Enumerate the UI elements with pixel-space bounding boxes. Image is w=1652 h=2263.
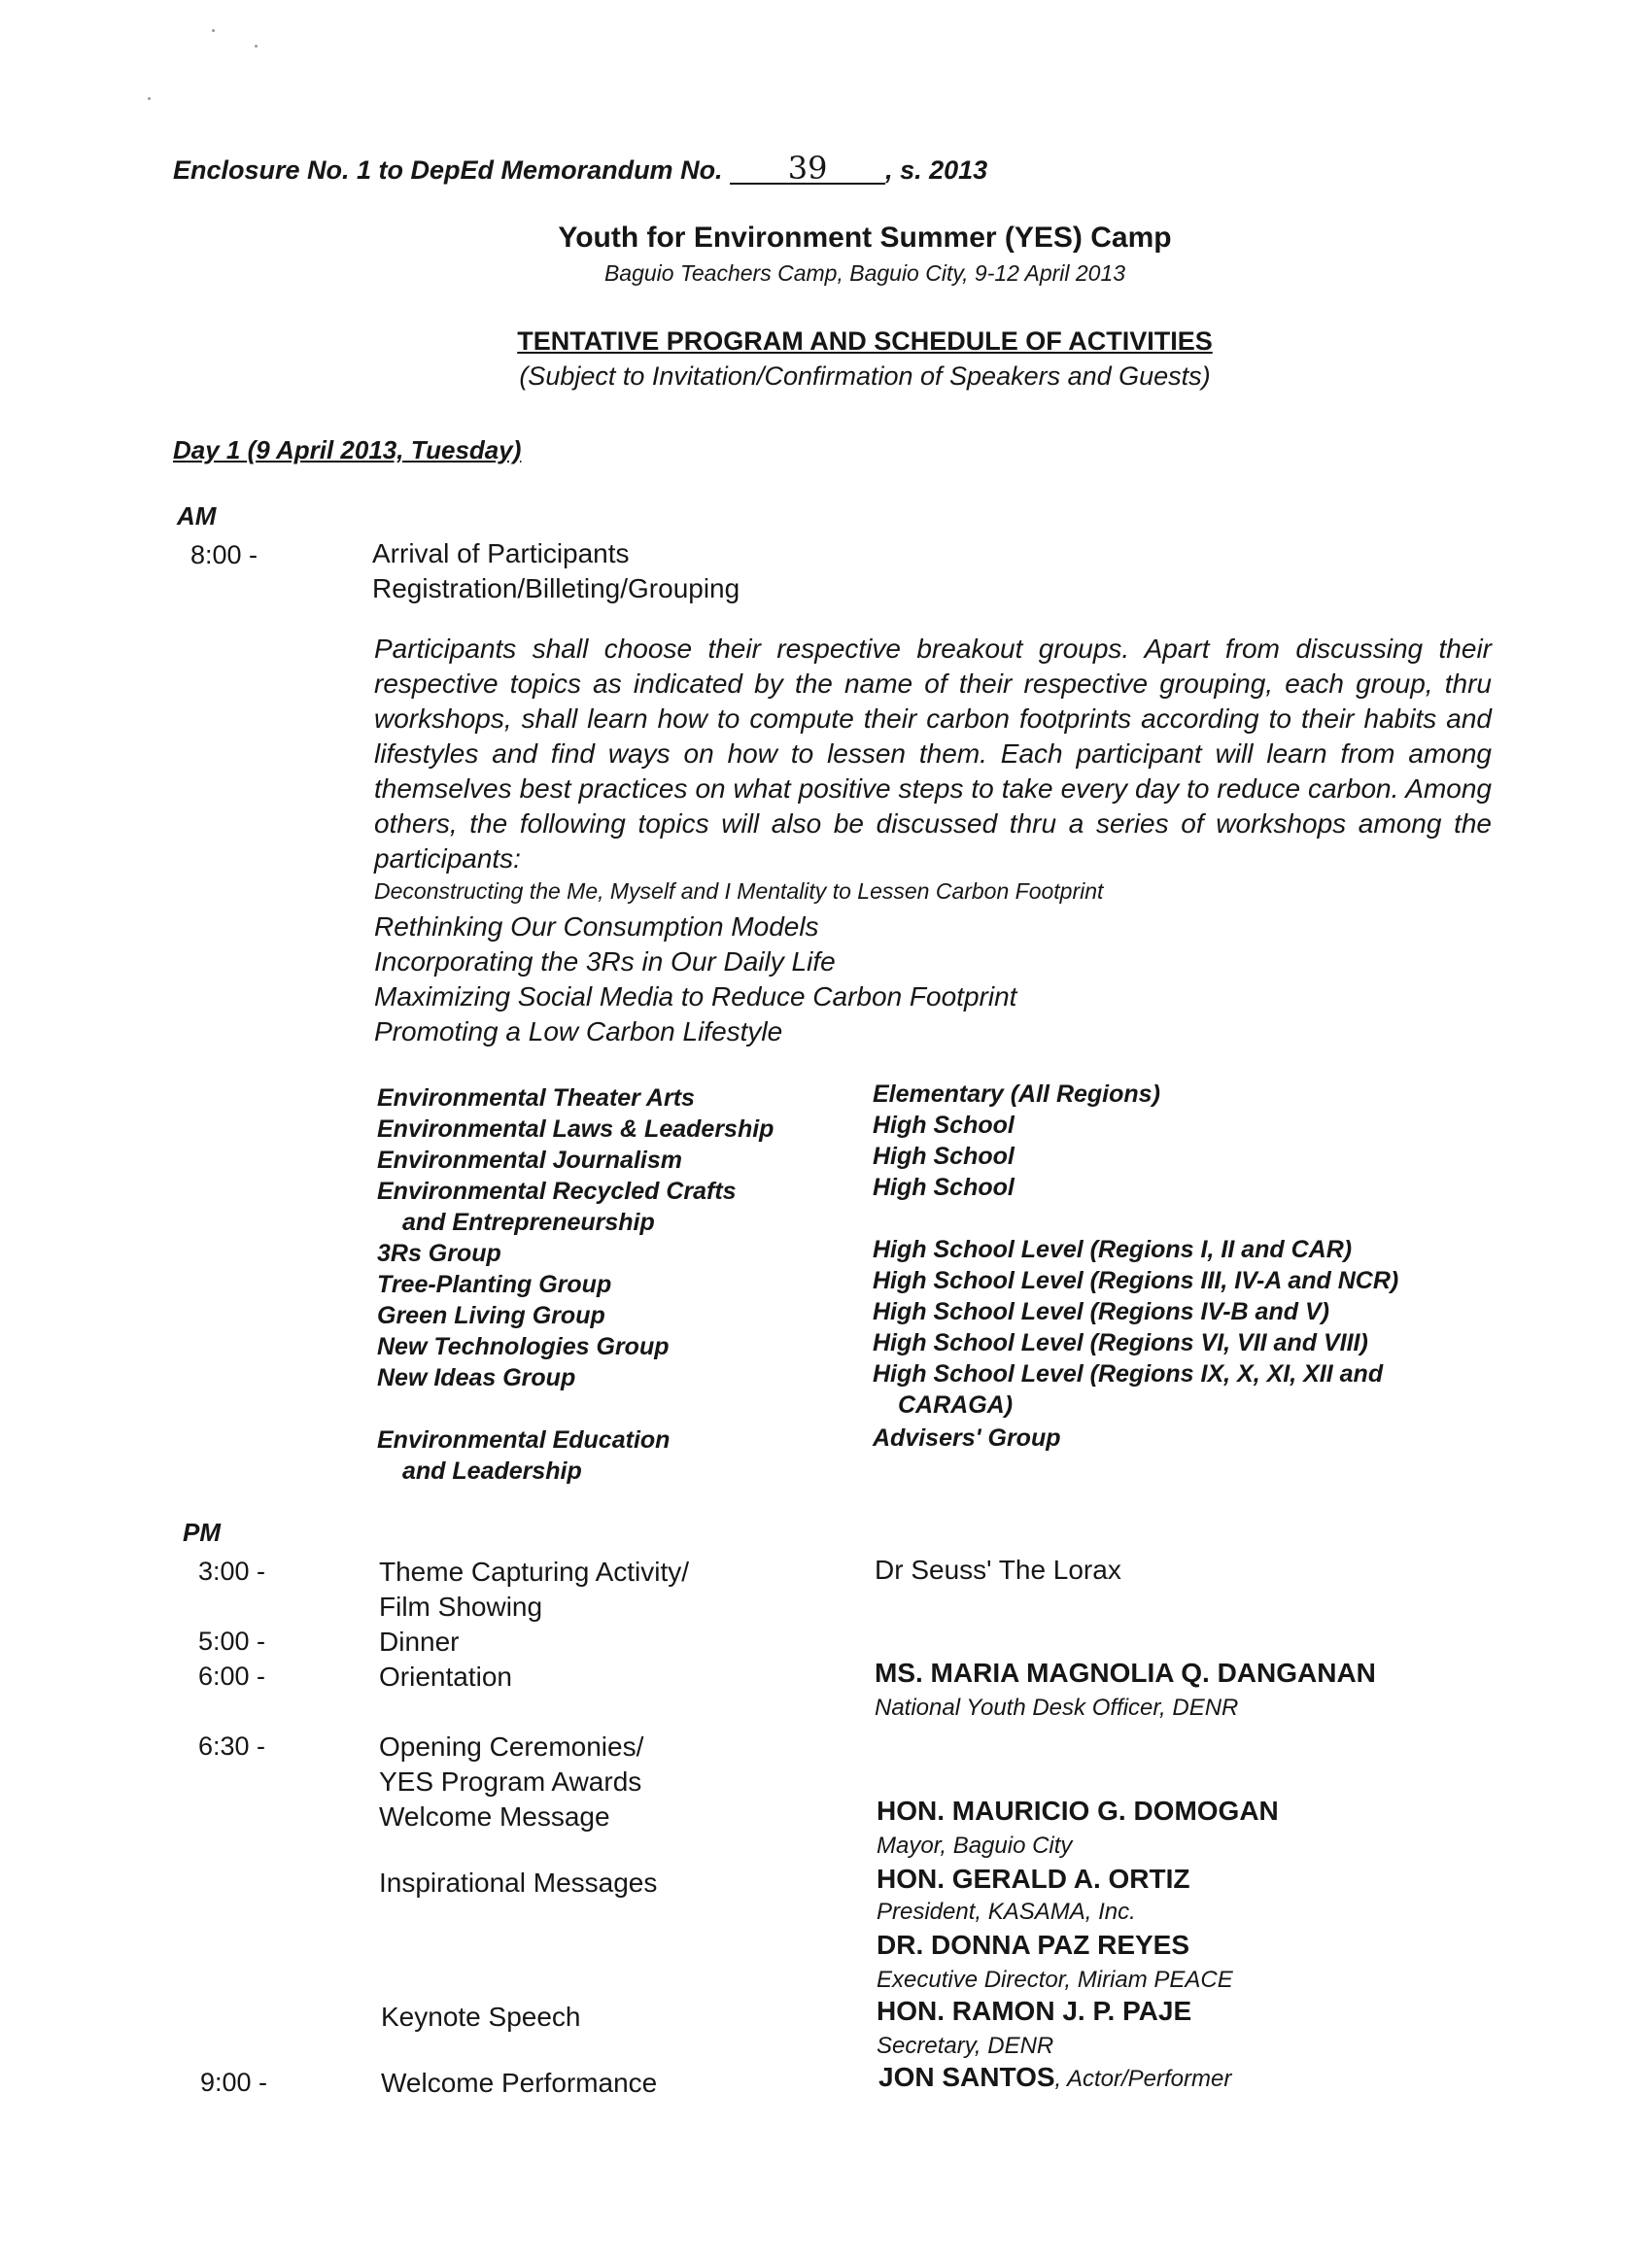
activity: Arrival of Participants: [372, 538, 630, 568]
group-level: High School Level (Regions III, IV-A and NCR): [873, 1267, 1399, 1294]
activity: Film Showing: [379, 1592, 543, 1622]
subject-note: (Subject to Invitation/Confirmation of Speakers and Guests): [519, 361, 1211, 391]
activity: YES Program Awards: [379, 1766, 642, 1797]
speaker-name: JON SANTOS: [878, 2062, 1055, 2092]
activity: Theme Capturing Activity/: [379, 1557, 690, 1587]
group-name: Environmental Laws & Leadership: [377, 1115, 774, 1143]
time-slot: 3:00 -: [198, 1557, 266, 1586]
speaker-position: President, KASAMA, Inc.: [877, 1899, 1136, 1925]
group-level: High School Level (Regions IX, X, XI, XII and: [873, 1360, 1384, 1388]
group-name-cont: and Leadership: [402, 1457, 582, 1485]
speaker-name: HON. MAURICIO G. DOMOGAN: [877, 1796, 1279, 1826]
topic-item: Maximizing Social Media to Reduce Carbon Footprint: [374, 981, 1017, 1011]
activity: Orientation: [379, 1662, 512, 1692]
schedule-heading: TENTATIVE PROGRAM AND SCHEDULE OF ACTIVITIES: [517, 326, 1213, 356]
activity: Inspirational Messages: [379, 1868, 658, 1898]
topic-item: Promoting a Low Carbon Lifestyle: [374, 1016, 783, 1046]
group-name: Environmental Education: [377, 1426, 671, 1454]
topic-item: Deconstructing the Me, Myself and I Mentality to Lessen Carbon Footprint: [374, 878, 1104, 904]
speaker-name: MS. MARIA MAGNOLIA Q. DANGANAN: [875, 1658, 1376, 1688]
activity: Dinner: [379, 1627, 460, 1657]
scan-speck: [255, 45, 258, 48]
speaker-position: , Actor/Performer: [1054, 2066, 1232, 2092]
group-level: High School: [873, 1112, 1015, 1139]
time-slot: 5:00 -: [198, 1627, 266, 1656]
enclosure-line: [173, 150, 988, 187]
speaker-name: HON. GERALD A. ORTIZ: [877, 1864, 1190, 1894]
activity: Keynote Speech: [381, 2002, 581, 2032]
group-level: High School Level (Regions VI, VII and VIII): [873, 1329, 1368, 1356]
activity-detail: Dr Seuss' The Lorax: [875, 1555, 1121, 1585]
group-name: Environmental Journalism: [377, 1147, 682, 1174]
activity: Welcome Message: [379, 1801, 610, 1832]
day-heading: Day 1 (9 April 2013, Tuesday): [173, 435, 522, 464]
topic-item: Incorporating the 3Rs in Our Daily Life: [374, 946, 836, 977]
speaker-position: National Youth Desk Officer, DENR: [875, 1695, 1239, 1721]
group-level: High School: [873, 1174, 1015, 1201]
memo-number: 39: [730, 154, 885, 185]
am-label: AM: [177, 501, 217, 531]
activity: Registration/Billeting/Grouping: [372, 573, 740, 603]
group-level: High School Level (Regions I, II and CAR): [873, 1236, 1353, 1263]
group-level-cont: CARAGA): [898, 1391, 1014, 1419]
group-name: New Technologies Group: [377, 1333, 670, 1360]
speaker-position: Secretary, DENR: [877, 2033, 1054, 2059]
activity: Welcome Performance: [381, 2068, 658, 2098]
group-name-cont: and Entrepreneurship: [402, 1209, 655, 1236]
time-slot: 8:00 -: [190, 540, 258, 569]
speaker-position: Mayor, Baguio City: [877, 1833, 1073, 1859]
group-name: Tree-Planting Group: [377, 1271, 612, 1298]
group-name: Environmental Recycled Crafts: [377, 1178, 737, 1205]
topic-item: Rethinking Our Consumption Models: [374, 911, 819, 942]
group-level: High School: [873, 1143, 1015, 1170]
scan-speck: [148, 97, 151, 100]
enclosure-suffix: , s. 2013: [885, 155, 988, 185]
document-title: Youth for Environment Summer (YES) Camp: [558, 222, 1172, 254]
group-level: Advisers' Group: [873, 1424, 1061, 1452]
scan-speck: [212, 29, 215, 32]
group-name: Green Living Group: [377, 1302, 605, 1329]
speaker-position: Executive Director, Miriam PEACE: [877, 1967, 1233, 1993]
group-name: 3Rs Group: [377, 1240, 501, 1267]
activity: Opening Ceremonies/: [379, 1732, 644, 1762]
group-name: New Ideas Group: [377, 1364, 576, 1391]
time-slot: 6:00 -: [198, 1662, 266, 1691]
time-slot: 9:00 -: [200, 2068, 268, 2097]
time-slot: 6:30 -: [198, 1732, 266, 1761]
group-level: High School Level (Regions IV-B and V): [873, 1298, 1329, 1325]
performer-line: [878, 2062, 1231, 2093]
enclosure-prefix: Enclosure No. 1 to DepEd Memorandum No.: [173, 155, 723, 185]
pm-label: PM: [183, 1518, 221, 1547]
venue: Baguio Teachers Camp, Baguio City, 9-12 April 2013: [603, 260, 1126, 286]
workshop-paragraph: Participants shall choose their respective breakout groups. Apart from discussing their respective topics as indicated by the name of their respective grouping, each group, thru workshops, shall learn how to compute their carbon footprints according to their habits and lifestyles and find ways on how to lessen them. Each participant will learn from among themselves best practices on what positive steps to take every day to reduce carbon. Among others, the following topics will also be discussed thru a series of workshops among the participants:: [374, 634, 1492, 874]
group-name: Environmental Theater Arts: [377, 1084, 695, 1112]
speaker-name: HON. RAMON J. P. PAJE: [877, 1996, 1192, 2026]
group-level: Elementary (All Regions): [873, 1080, 1160, 1108]
speaker-name: DR. DONNA PAZ REYES: [877, 1930, 1190, 1960]
